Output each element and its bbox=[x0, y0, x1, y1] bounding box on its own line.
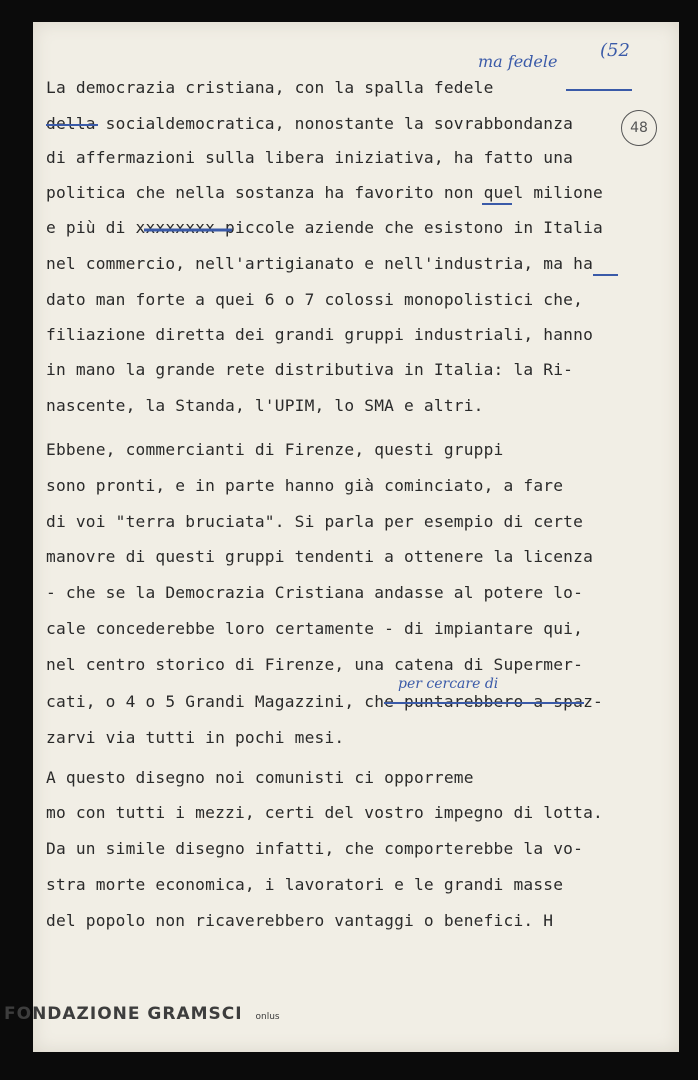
text-line: cale concederebbe loro certamente - di impiantare qui, bbox=[46, 619, 584, 638]
text-line: A questo disegno noi comunisti ci opporreme bbox=[46, 768, 474, 787]
text-line: La democrazia cristiana, con la spalla fedele bbox=[46, 78, 494, 97]
circled-page-number: 48 bbox=[621, 110, 657, 146]
text-line: manovre di questi gruppi tendenti a ottenere la licenza bbox=[46, 547, 594, 566]
text-line: di voi "terra bruciata". Si parla per esempio di certe bbox=[46, 512, 584, 531]
text-line: nel centro storico di Firenze, una catena di Supermer- bbox=[46, 655, 584, 674]
text-line: in mano la grande rete distributiva in Italia: la Ri- bbox=[46, 360, 574, 379]
text-line: nel commercio, nell'artigianato e nell'industria, ma ha bbox=[46, 254, 594, 273]
text-line: dato man forte a quei 6 o 7 colossi monopolistici che, bbox=[46, 290, 584, 309]
text-line: stra morte economica, i lavoratori e le grandi masse bbox=[46, 875, 564, 894]
handwritten-insert: ma fedele bbox=[478, 52, 558, 71]
text-line: Da un simile disegno infatti, che comporterebbe la vo- bbox=[46, 839, 584, 858]
text-line: politica che nella sostanza ha favorito non quel milione bbox=[46, 183, 603, 202]
text-line: della socialdemocratica, nonostante la sovrabbondanza bbox=[46, 114, 574, 133]
text-line: sono pronti, e in parte hanno già cominciato, a fare bbox=[46, 476, 564, 495]
text-line: di affermazioni sulla libera iniziativa, ha fatto una bbox=[46, 148, 574, 167]
text-line: cati, o 4 o 5 Grandi Magazzini, che puntarebbero a spaz- bbox=[46, 692, 603, 711]
text-line: del popolo non ricaverebbero vantaggi o benefici. H bbox=[46, 911, 554, 930]
text-line: filiazione diretta dei grandi gruppi industriali, hanno bbox=[46, 325, 594, 344]
text-line: nascente, la Standa, l'UPIM, lo SMA e altri. bbox=[46, 396, 484, 415]
text-line: - che se la Democrazia Cristiana andasse al potere lo- bbox=[46, 583, 584, 602]
text-line: zarvi via tutti in pochi mesi. bbox=[46, 728, 345, 747]
page-number: (52 bbox=[600, 40, 630, 61]
handwritten-insert: per cercare di bbox=[398, 676, 499, 692]
watermark-logo bbox=[4, 1004, 280, 1024]
text-line: mo con tutti i mezzi, certi del vostro impegno di lotta. bbox=[46, 803, 603, 822]
watermark-name: FONDAZIONE GRAMSCI bbox=[4, 1004, 243, 1024]
watermark-sub: onlus bbox=[255, 1012, 280, 1022]
text-line: Ebbene, commercianti di Firenze, questi gruppi bbox=[46, 440, 504, 459]
text-line: e più di xxxxxxxx piccole aziende che esistono in Italia bbox=[46, 218, 603, 237]
document-page bbox=[33, 22, 679, 1052]
